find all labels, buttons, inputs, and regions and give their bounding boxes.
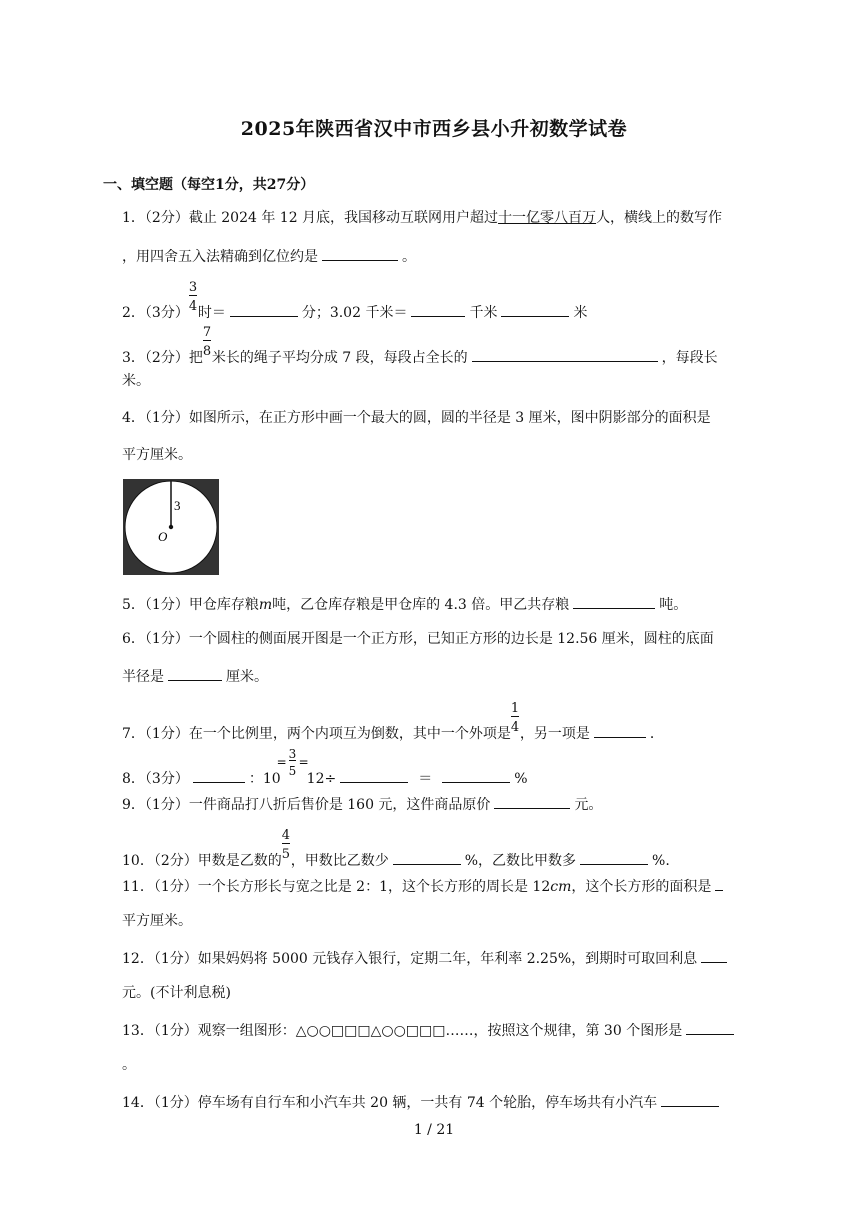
section-heading: 一、填空题（每空1分，共27分） [103, 177, 315, 193]
answer-blank[interactable] [686, 1020, 734, 1035]
question-11-cont: 平方厘米。 [122, 913, 192, 929]
question-1-cont: ，用四舍五入法精确到亿位约是 。 [122, 246, 416, 266]
question-2: 2．（3分） $\frac{3}{4}$ 时＝ 分；3.02 千米＝ 千米 米 [122, 280, 588, 321]
question-4: 4．（1分）如图所示，在正方形中画一个最大的圆，圆的半径是 3 厘米，图中阴影部分的面积是 [122, 410, 711, 426]
page-number: 1 / 21 [413, 1122, 455, 1138]
fraction: $\frac{7}{8}$ [202, 325, 212, 359]
answer-blank[interactable] [715, 876, 723, 891]
question-8: 8．（3分） ：10 = 3 5 = 12÷ ＝ % [122, 747, 528, 787]
question-12-cont: 元。(不计利息税) [122, 985, 231, 1001]
question-4-cont: 平方厘米。 [122, 447, 192, 463]
fraction: $\frac{4}{5}$ [281, 828, 291, 862]
answer-blank[interactable] [472, 347, 658, 362]
answer-blank[interactable] [442, 768, 510, 783]
center-dot [169, 525, 173, 529]
question-13-cont: 。 [122, 1057, 136, 1073]
question-14: 14．（1分）停车场有自行车和小汽车共 20 辆，一共有 74 个轮胎，停车场共有小汽车 [122, 1092, 723, 1112]
answer-blank[interactable] [594, 723, 646, 738]
question-11: 11．（1分）一个长方形长与宽之比是 2：1，这个长方形的周长是 12cm，这个长方形的面积是 [122, 876, 727, 896]
answer-blank[interactable] [411, 302, 465, 317]
question-10: 10．（2分）甲数是乙数的 $\frac{4}{5}$ ，甲数比乙数少 %，乙数比甲数多 %. [122, 828, 670, 869]
question-3-cont: 米。 [122, 373, 150, 389]
radius-label: 3 [174, 498, 181, 513]
document-title: 2025年陕西省汉中市西乡县小升初数学试卷 [240, 118, 628, 140]
answer-blank[interactable] [701, 948, 727, 963]
answer-blank[interactable] [661, 1092, 719, 1107]
question-7: 7．（1分）在一个比例里，两个内项互为倒数，其中一个外项是 $\frac{1}{4}$ ，另一项是 ． [122, 701, 664, 742]
answer-blank[interactable] [230, 302, 298, 317]
question-1: 1．（2分）截止 2024 年 12 月底，我国移动互联网用户超过十一亿零八百万人，横线上的数写作 [122, 210, 723, 226]
center-label: O [158, 529, 168, 544]
underlined-number: 十一亿零八百万 [498, 210, 597, 226]
answer-blank[interactable] [580, 850, 648, 865]
fraction: $\frac{1}{4}$ [510, 701, 520, 735]
answer-blank[interactable] [322, 246, 398, 261]
question-3: 3．（2分）把 $\frac{7}{8}$ 米长的绳子平均分成 7 段，每段占全长的 ，每段长 [122, 325, 718, 366]
answer-blank[interactable] [168, 666, 222, 681]
fraction: $\frac{3}{4}$ [188, 280, 198, 314]
answer-blank[interactable] [501, 302, 569, 317]
question-6-cont: 半径是 厘米。 [122, 666, 268, 686]
equals-fraction: = 3 5 = [276, 747, 309, 778]
answer-blank[interactable] [573, 594, 655, 609]
answer-blank[interactable] [494, 794, 570, 809]
question-13: 13．（1分）观察一组图形：△○○□□□△○○□□□……，按照这个规律，第 30 个图形是 [122, 1020, 738, 1040]
question-6: 6．（1分）一个圆柱的侧面展开图是一个正方形，已知正方形的边长是 12.56 厘米，圆柱的底面 [122, 631, 714, 647]
question-5: 5．（1分）甲仓库存粮m吨，乙仓库存粮是甲仓库的 4.3 倍。甲乙共存粮 吨。 [122, 594, 687, 614]
answer-blank[interactable] [393, 850, 461, 865]
answer-blank[interactable] [340, 768, 408, 783]
question-12: 12．（1分）如果妈妈将 5000 元钱存入银行，定期二年，年利率 2.25%，到期时可取回利息 [122, 948, 731, 968]
answer-blank[interactable] [193, 768, 245, 783]
square-circle-figure [123, 479, 219, 575]
question-9: 9．（1分）一件商品打八折后售价是 160 元，这件商品原价 元。 [122, 794, 602, 814]
